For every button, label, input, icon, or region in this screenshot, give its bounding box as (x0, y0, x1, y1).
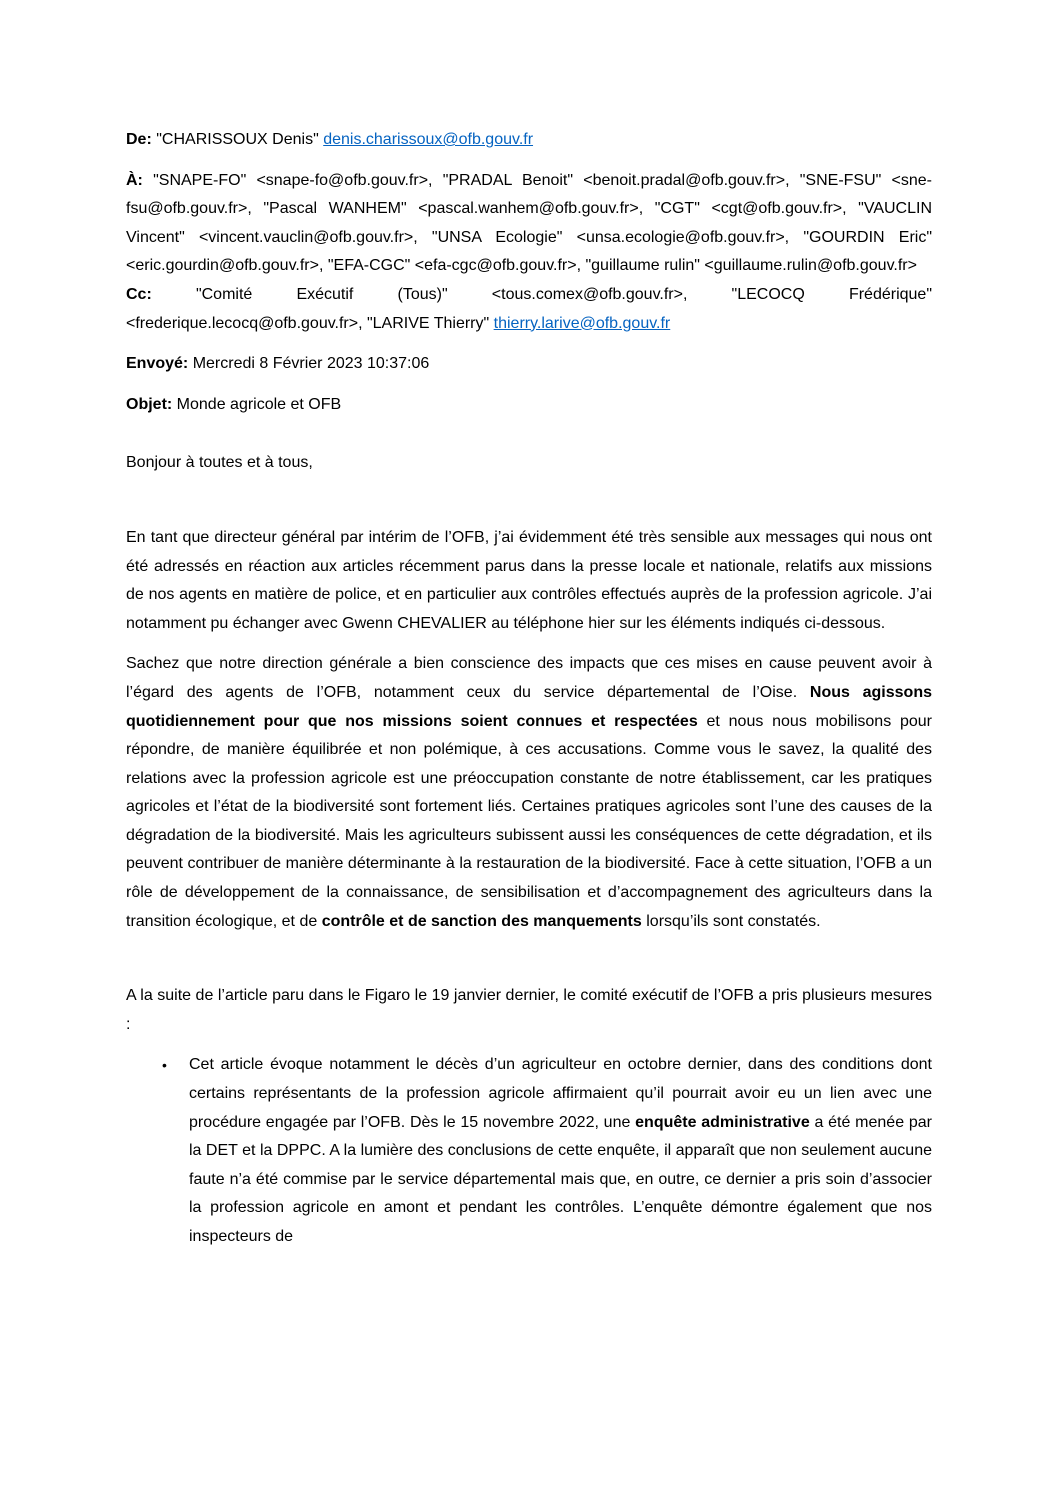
subject-value: Monde agricole et OFB (176, 395, 342, 413)
to-label: À: (126, 171, 143, 189)
from-email-link[interactable]: denis.charissoux@ofb.gouv.fr (323, 131, 534, 148)
bullet-1-bold: enquête administrative (635, 1113, 810, 1131)
paragraph-2 (126, 650, 932, 936)
paragraph-2-text-c: lorsqu’ils sont constatés. (646, 912, 821, 930)
cc-recipients: "Comité Exécutif (Tous)" <tous.comex@ofb.gouv.fr>, "LECOCQ Frédérique" <frederique.lecocq@ofb.gouv.fr>, "LARIVE Thierry" (126, 285, 932, 332)
sent-label: Envoyé: (126, 355, 189, 373)
paragraph-2-bold-b: contrôle et de sanction des manquements (321, 912, 642, 930)
to-recipients: "SNAPE-FO" <snape-fo@ofb.gouv.fr>, "PRADAL Benoit" <benoit.pradal@ofb.gouv.fr>, "SNE-FSU" <sne-fsu@ofb.gouv.fr>, "Pascal WANHEM" <pascal.wanhem@ofb.gouv.fr>, "CGT" <cgt@ofb.gouv.fr>, "VAUCLIN Vincent" <vincent.vauclin@ofb.gouv.fr>, "UNSA Ecologie" <unsa.ecologie@ofb.gouv.fr>, "GOURDIN Eric" <eric.gourdin@ofb.gouv.fr>, "EFA-CGC" <efa-cgc@ofb.gouv.fr>, "guillaume rulin" <guillaume.rulin@ofb.gouv.fr> (126, 171, 932, 275)
sent-value: Mercredi 8 Février 2023 10:37:06 (192, 355, 430, 373)
sent-line (126, 350, 932, 379)
from-label: De: (126, 131, 152, 148)
from-line (126, 126, 932, 155)
email-document (126, 126, 932, 1252)
paragraph-2-text-b: et nous nous mobilisons pour répondre, de manière équilibrée et non polémique, à ces accusations. Comme vous le savez, la qualité des relations avec la profession agricole est une préoccupation constante de notre établissement, car les pratiques agricoles et l’état de la biodiversité sont fortement liés. Certaines pratiques agricoles sont l’une des causes de la dégradation de la biodiversité. Mais les agriculteurs subissent aussi les conséquences de cette dégradation, et ils peuvent contribuer de manière déterminante à la restauration de la biodiversité. Face à cette situation, l’OFB a un rôle de développement de la connaissance, de sensibilisation et d’accompagnement des agriculteurs dans la transition écologique, et de (126, 712, 933, 930)
greeting: Bonjour à toutes et à tous, (126, 454, 313, 472)
bullet-icon: • (162, 1057, 167, 1074)
list-item (162, 1051, 932, 1251)
paragraph-2-bold-a: Nous agissons quotidiennement pour que nos missions soient connues et respectées (126, 683, 932, 730)
paragraph-1: En tant que directeur général par intérim de l’OFB, j’ai évidemment été très sensible aux messages qui nous ont été adressés en réaction aux articles récemment parus dans la presse locale et nationale, relatifs aux missions de nos agents en matière de police, et en particulier aux contrôles effectués auprès de la profession agricole. J’ai notamment pu échanger avec Gwenn CHEVALIER au téléphone hier sur les éléments indiqués ci-dessous. (126, 528, 932, 632)
measures-list (126, 1051, 932, 1251)
from-name: "CHARISSOUX Denis" (156, 131, 319, 148)
bullet-1-text-b: a été menée par la DET et la DPPC. A la lumière des conclusions de cette enquête, il apparaît que non seulement aucune faute n’a été commise par le service départemental mais que, en outre, ce dernier a pris soin d’associer la profession agricole en amont et pendant les contrôles. L’enquête démontre également que nos inspecteurs de (189, 1113, 932, 1245)
bullet-1-text-a: Cet article évoque notamment le décès d’un agriculteur en octobre dernier, dans des conditions dont certains représentants de la profession agricole affirmaient qu’il pourrait avoir eu un lien avec une procédure engagée par l’OFB. Dès le 15 novembre 2022, une (189, 1056, 932, 1131)
to-line (126, 167, 932, 281)
subject-label: Objet: (126, 395, 173, 413)
subject-line (126, 391, 932, 420)
paragraph-3: A la suite de l’article paru dans le Figaro le 19 janvier dernier, le comité exécutif de l’OFB a pris plusieurs mesures : (126, 987, 932, 1033)
cc-email-link[interactable]: thierry.larive@ofb.gouv.fr (493, 314, 671, 332)
paragraph-2-text-a: Sachez que notre direction générale a bien conscience des impacts que ces mises en cause peuvent avoir à l’égard des agents de l’OFB, notamment ceux du service départemental de l’Oise. (126, 655, 932, 701)
cc-label: Cc: (126, 285, 152, 303)
cc-line (126, 281, 932, 338)
